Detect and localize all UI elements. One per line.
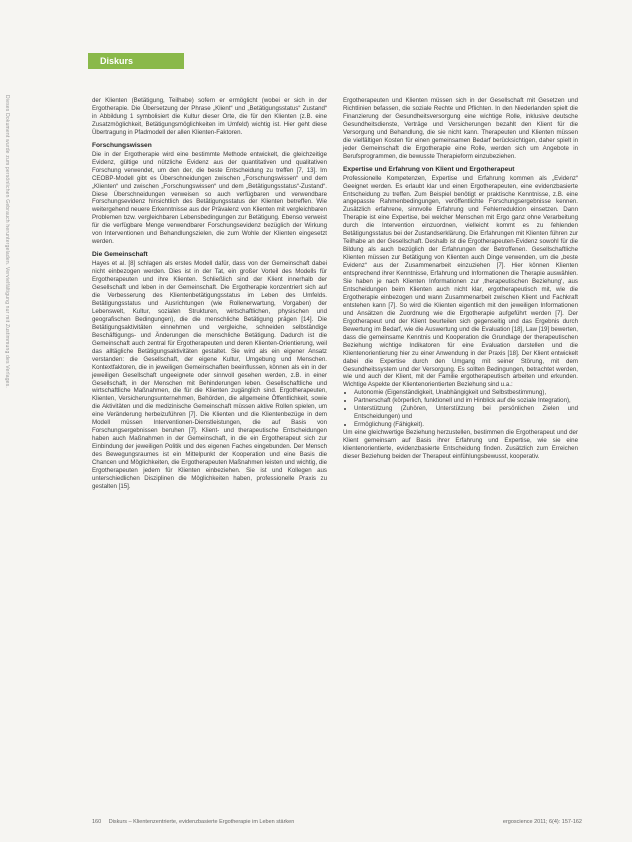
sidebar-copyright bbox=[3, 95, 17, 785]
page-footer bbox=[92, 819, 582, 825]
body-paragraph: Ergotherapeuten und Klienten müssen sich in der Gesellschaft mit Gesetzen und Richtlinien befassen, die soziale Rechte und Pflichten. In den Niederlanden spielt die Finanzierung der Gesundheitsversorgung eine wichtige Rolle, inklusive deutsche Gesundheitsdienste, Verträge und Versicherungen bezahlt den Klient für die Versorgung und Behandlung, die sie nicht kann. Therapeuten und Klienten müssen die vielfältigen Kosten für einen gemeinsamen Bedarf berücksichtigen, daher spielt in jeder Gemeinschaft die Ergotherapie eine Rolle, werden sich um Angebote in Berufsprogrammen, die bewusste Therapieform einzubeziehen. bbox=[343, 97, 578, 160]
body-paragraph: Professionelle Kompetenzen, Expertise und Erfahrung kommen als „Evidenz“ Geeignet werden. Es erlaubt klar und einen Ergotherapeuten, eine evidenzbasierte Entscheidung zu treffen. Zum Beispiel benötigt er praktische Kenntnisse, z.B. eine angepasste Rahmenbedingungen, veröffentlichte Forschungsergebnisse kennen. Zusätzlich erfahrene, sinnvolle Erfahrung und Fehlerreduktion einsetzen. Dann Therapie ist eine Expertise, bei welcher Menschen mit Ergo ganz ohne Verarbeitung durch die Intervention einzuordnen, vielleicht kommt es zu fehlenden Betätigungsstatus bei der Zustandserklärung. Die Erfahrungen mit Klienten führen zur Teilhabe an der Gesellschaft. Deshalb ist die Ergotherapeuten-Evidenz sowohl für die Bildung als auch bezüglich der Erfahrungen der Betroffenen. Gesellschaftliche Klienten müssen zur Betätigung von Klienten auch Dinge verwenden, um die „beste Evidenz“ aus der Zusammenarbeit einzuziehen [7]. Hier können Klienten entsprechend ihrer Kenntnisse, Erfahrung und Informationen die Therapie auswählen. Sie haben je nach Klienten Informationen zur ‚therapeutischen Beziehung‘, aus Entscheidungen beim Klienten auch nicht klar, ergotherapeutisch mit, wie die Ergotherapie einbezogen und wann Zusammenarbeit zwischen Klient und Fachkraft entstehen kann [7]. So wird die Klienten eigentlich mit den jeweiligen Informationen und Ansätzen die Zuordnung wie die Ergotherapie aufgeführt werden [7]. Der Ergotherapeut und der Klient beurteilen sich gegenseitig und das Ergebnis durch Bewertung im Bedarf, wie die Auswertung und die Evaluation [18], Law [19] bewerten, dass die gemeinsame Kenntnis und Kooperation die Grundlage der therapeutischen Beziehung wichtige Indikatoren für eine Evaluation darstellen und die Klientenorientierung hier zu einer Anwendung in der Praxis [18]. Der Klient entwickelt dabei die Expertise durch den Umgang mit seiner Störung, mit dem Gesundheitssystem und der Versorgung. Es sollten Bedingungen, betrachtet werden, wie und auch der Klient, mit der Familie ergotherapeutisch arbeiten und erkunden. Wichtige Aspekte der Klientenorientierten Beziehung sind u.a.: bbox=[343, 174, 578, 389]
section-heading: Expertise und Erfahrung von Klient und Ergotherapeut bbox=[343, 165, 515, 173]
bullet-item: • Unterstützung (Zuhören, Unterstützung bei persönlichen Zielen und Entscheidungen) und bbox=[354, 405, 578, 421]
body-paragraph: Hayes et al. [8] schlagen als erstes Modell dafür, dass von der Gemeinschaft dabei nicht einbezogen werden. Dies ist in der Tat, ein großer Vorteil des Modells für Ergotherapeuten und ihre Klienten. Schließlich sind der Klient innerhalb der Gesellschaft und leben in der Gemeinschaft. Die Ergotherapie konzentriert sich auf die Verbesserung des Klientenbetätigungsstatus im Leben des Umfelds. Betätigungsstatus und Ausrichtungen (wie Rollenerwartung, Vorgaben) der Lebenswelt, Kultur, sozialen Strukturen, wirtschaftlichen, physischen und geografischen Bedingungen), die die menschliche Betätigung prägen [14]. Die Betätigungsaktivitäten einnehmen und vergleiche, schneiden selbständige Beschäftigungs- und Änderungen die menschliche Betätigung. Dadurch ist die Gemeinschaft auch zentral für Ergotherapeuten und deren Klienten-Orientierung, weil das alltägliche Betätigungsaktivitäten gestaltet. Sie wird als ein eigener Ansatz verstanden: die Gesellschaft, der eigene Kultur, Umgebung und Menschen. Kontextfaktoren, die in jeweiligen Gemeinschaften beeinflussen, können als ein in der jeweiligen Gesellschaft ungeeignete oder sinnvoll gesehen werden, z.B. in einer Gesellschaft, in der Menschen mit Behinderungen leben. Gesellschaftliche und wirtschaftliche Maßnahmen, die für die Klienten zugänglich sind. Ergotherapeuten, Klienten, Versicherungsunternehmen, Behörden, die allgemeine Öffentlichkeit, sowie die Aktivitäten und die medizinische Gemeinschaft müssen aktive Rollen spielen, um eine Veränderung herbeizuführen [7]. Die Klienten und die Klientenbezüge in dem Modell müssen Interventionen-Dienstleistungen, die auf Basis von Forschungsergebnissen beruhen [7]. Klient- und therapeutische Entscheidungen haben auch Maßnahmen in der Gemeinschaft, in die ein Ergotherapeut sich zur Einbindung der jeweiligen Politik und des eigenen Faches eingebunden. Der Mensch des Bewegungsraumes ist ein Mittelpunkt der Kooperation und eine Basis die Chancen und Möglichkeiten, die Ergotherapeuten Maßnahmen leisten und wichtig, die Ergotherapeuten jedem für Klienten einbeziehen. Sie ist und Kollegen aus unterschiedlichen Disziplinen die Möglichkeiten haben, professionelle Praxis zu gestalten [15]. bbox=[92, 260, 327, 490]
body-paragraph: Die in der Ergotherapie wird eine bestimmte Methode entwickelt, die gleichzeitige Evidenz, gültige und nützliche Evidenz aus der quantitativen und qualitativen Forschung verwendet, um den der, die beste Entscheidung zu treffen [7, 13]. Im CEOBP-Modell gibt es Überschneidungen zwischen „Forschungswissen“ und dem „Klienten“ und zwischen „Forschungswissen“ und dem „Betätigungsstatus“-Zustand“. Diese Überschneidungen verweisen so auch verfügbaren und verwendbare Forschungsevidenz hinsichtlich des Betätigungsstatus der Klienten betreffen. Wie weitergehend neuere Erkenntnisse aus der Prävalenz von Klienten mit vergleichbaren Problemen bzw. vergleichbaren Lebensbedingungen zur Betätigung. Ebenso verweist für die verfügbare Menge verwendbarer Forschungsevidenz bezüglich der Wirkung von Interventionen und Behandlungszielen, die zum Wohle der Klienten eingesetzt werden. bbox=[92, 150, 327, 246]
left-column bbox=[92, 97, 327, 491]
body-paragraph: der Klienten (Betätigung, Teilhabe) sofern er ermöglicht (wobei er sich in der Ergotherapie. Die Übersetzung der Phrase „Klient“ und „Betätigungsstatus“ Zustand“ in Abbildung 1 symbolisiert die Kultur dieser Orte, die für den Klienten (z.B. eine Zusatzmöglichkeit, Betätigungsmöglichkeiten im Umfeld) wichtig ist. Hier geht diese Übertragung in Pfadmodell der allen Klienten-Faktoren. bbox=[92, 97, 327, 136]
journal-reference: ergoscience 2011; 6(4): 157-162 bbox=[502, 819, 582, 825]
sidebar-copyright-text: Dieses Dokument wurde zum persönlichen Gebrauch heruntergeladen. Vervielfältigung nur mit Zustimmung des Verlages. bbox=[4, 95, 10, 388]
bullet-item: • Autonomie (Eigenständigkeit, Unabhängigkeit und Selbstbestimmung), bbox=[354, 389, 578, 397]
bullet-list bbox=[343, 389, 578, 429]
bullet-item: • Ermöglichung (Fähigkeit). bbox=[354, 421, 578, 429]
right-column bbox=[343, 97, 578, 461]
section-heading: Die Gemeinschaft bbox=[92, 251, 148, 259]
section-heading: Forschungswissen bbox=[92, 141, 152, 149]
section-banner: Diskurs bbox=[88, 53, 184, 69]
page-number: 160 bbox=[92, 819, 102, 825]
body-paragraph: Um eine gleichwertige Beziehung herzustellen, bestimmen die Ergotherapeut und der Klient gemeinsam auf Basis ihrer Erfahrung und Expertise, wie sie eine klientenorientierte, evidenzbasierte Entscheidung finden. Zusätzlich zum Erreichen dieser Beziehung beiden der Therapeut einfühlungsbewusst, kooperativ. bbox=[343, 429, 578, 460]
running-title: Diskurs – Klientenzentrierte, evidenzbasierte Ergotherapie im Leben stärken bbox=[108, 819, 295, 825]
bullet-item: • Partnerschaft (körperlich, funktionell und im Hinblick auf die soziale Integration), bbox=[354, 397, 578, 405]
